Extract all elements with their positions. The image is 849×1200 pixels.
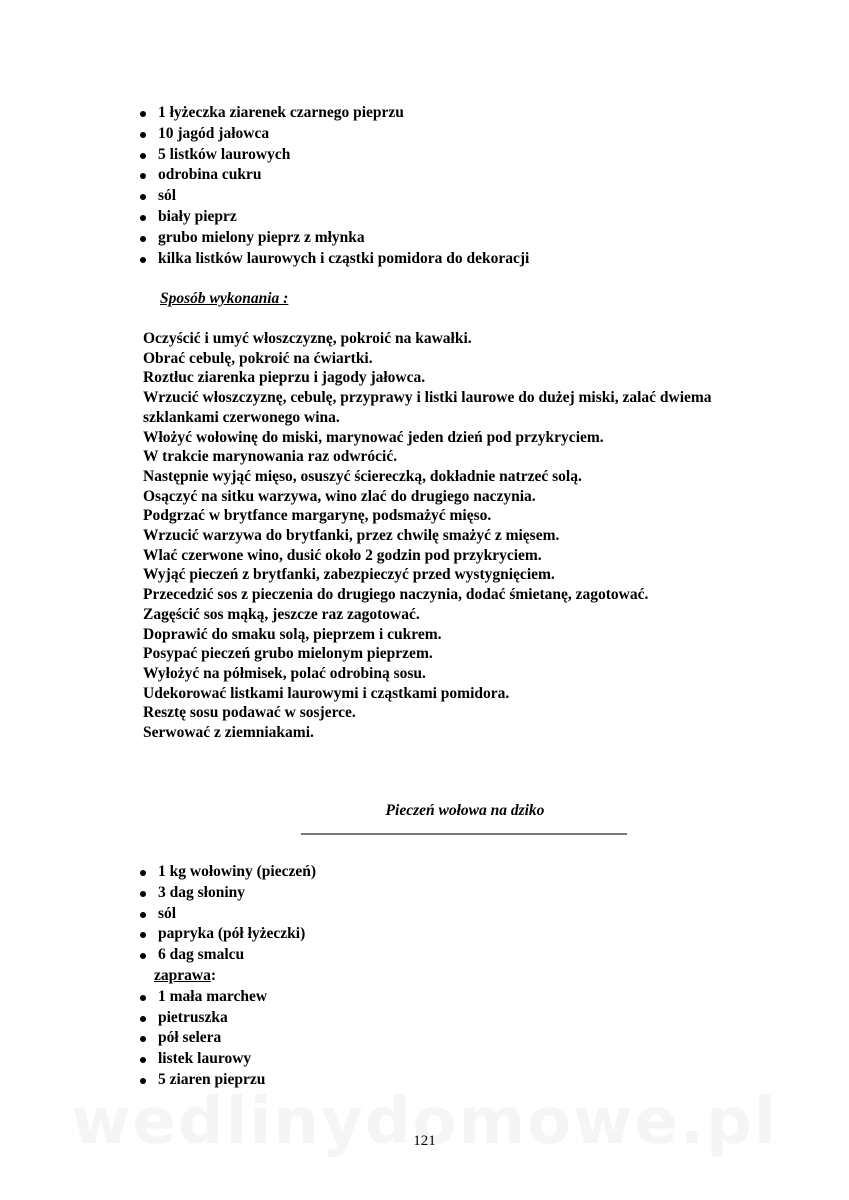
step-line: Wrzucić włoszczyznę, cebulę, przyprawy i listki laurowe do dużej miski, zalać dwiema szklankami czerwonego wina.	[143, 389, 712, 426]
step-line: Wyjąć pieczeń z brytfanki, zabezpieczyć przed wystygnięciem.	[143, 566, 555, 584]
method-heading: Sposób wykonania :	[160, 290, 289, 307]
list-item: 5 ziaren pieprzu	[138, 1070, 316, 1091]
bullet-icon	[140, 153, 146, 159]
bullet-icon	[140, 173, 146, 179]
list-item: 6 dag smalcu	[138, 945, 316, 966]
list-item: papryka (pół łyżeczki)	[138, 924, 316, 945]
bullet-icon	[140, 932, 146, 938]
list-item: 1 mała marchew	[138, 987, 316, 1008]
page-number: 121	[413, 1133, 436, 1149]
bullet-icon	[140, 870, 146, 876]
list-item: pół selera	[138, 1028, 316, 1049]
step-line: Przecedzić sos z pieczenia do drugiego naczynia, dodać śmietanę, zagotować.	[143, 586, 649, 604]
bullet-icon	[140, 995, 146, 1001]
list-item: 5 listków laurowych	[138, 145, 529, 166]
step-line: Serwować z ziemniakami.	[143, 724, 314, 742]
step-line: Podgrzać w brytfance margarynę, podsmażyć mięso.	[143, 507, 492, 525]
bullet-icon	[140, 194, 146, 200]
step-line: Wlać czerwone wino, dusić około 2 godzin pod przykryciem.	[143, 546, 542, 564]
bullet-icon	[140, 215, 146, 221]
ingredient-list-recipe2	[138, 862, 316, 1091]
step-line: Doprawić do smaku solą, pieprzem i cukrem.	[143, 625, 442, 643]
bullet-icon	[140, 1016, 146, 1022]
step-line: Włożyć wołowinę do miski, marynować jeden dzień pod przykryciem.	[143, 428, 604, 446]
step-line: W trakcie marynowania raz odwrócić.	[143, 448, 398, 466]
bullet-icon	[140, 111, 146, 117]
bullet-icon	[140, 1078, 146, 1084]
list-item: sól	[138, 186, 529, 207]
bullet-icon	[140, 953, 146, 959]
list-item: listek laurowy	[138, 1049, 316, 1070]
list-item: biały pieprz	[138, 207, 529, 228]
list-item: odrobina cukru	[138, 165, 529, 186]
recipe-title: Pieczeń wołowa na dziko	[385, 802, 545, 819]
subheading-zaprawa: zaprawa:	[154, 966, 216, 984]
bullet-icon	[140, 236, 146, 242]
bullet-icon	[140, 912, 146, 918]
step-line: Oczyścić i umyć włoszczyznę, pokroić na kawałki.	[143, 330, 472, 347]
list-item: pietruszka	[138, 1008, 316, 1029]
list-item: kilka listków laurowych i cząstki pomidora do dekoracji	[138, 249, 529, 270]
bullet-icon	[140, 1057, 146, 1063]
step-line: Wyłożyć na półmisek, polać odrobiną sosu.	[143, 664, 426, 682]
list-item: sól	[138, 904, 316, 925]
bullet-icon	[140, 132, 146, 138]
step-line: Udekorować listkami laurowymi i cząstkami pomidora.	[143, 684, 510, 702]
list-item: 3 dag słoniny	[138, 883, 316, 904]
step-line: Posypać pieczeń grubo mielonym pieprzem.	[143, 645, 433, 663]
list-item: grubo mielony pieprz z młynka	[138, 228, 529, 249]
list-item: 1 kg wołowiny (pieczeń)	[138, 862, 316, 883]
bullet-icon	[140, 257, 146, 263]
step-line: Osączyć na sitku warzywa, wino zlać do drugiego naczynia.	[143, 487, 536, 505]
title-divider	[301, 833, 627, 835]
list-item: 10 jagód jałowca	[138, 124, 529, 145]
step-line: Zagęścić sos mąką, jeszcze raz zagotować.	[143, 605, 420, 623]
method-steps	[143, 329, 783, 743]
step-line: Resztę sosu podawać w sosjerce.	[143, 704, 356, 722]
step-line: Następnie wyjąć mięso, osuszyć ściereczką, dokładnie natrzeć solą.	[143, 467, 582, 485]
step-line: Wrzucić warzywa do brytfanki, przez chwilę smażyć z mięsem.	[143, 527, 560, 545]
list-item: 1 łyżeczka ziarenek czarnego pieprzu	[138, 103, 529, 124]
bullet-icon	[140, 1036, 146, 1042]
step-line: Roztłuc ziarenka pieprzu i jagody jałowca.	[143, 369, 426, 387]
ingredient-list-top	[138, 103, 529, 269]
bullet-icon	[140, 891, 146, 897]
step-line: Obrać cebulę, pokroić na ćwiartki.	[143, 349, 373, 367]
